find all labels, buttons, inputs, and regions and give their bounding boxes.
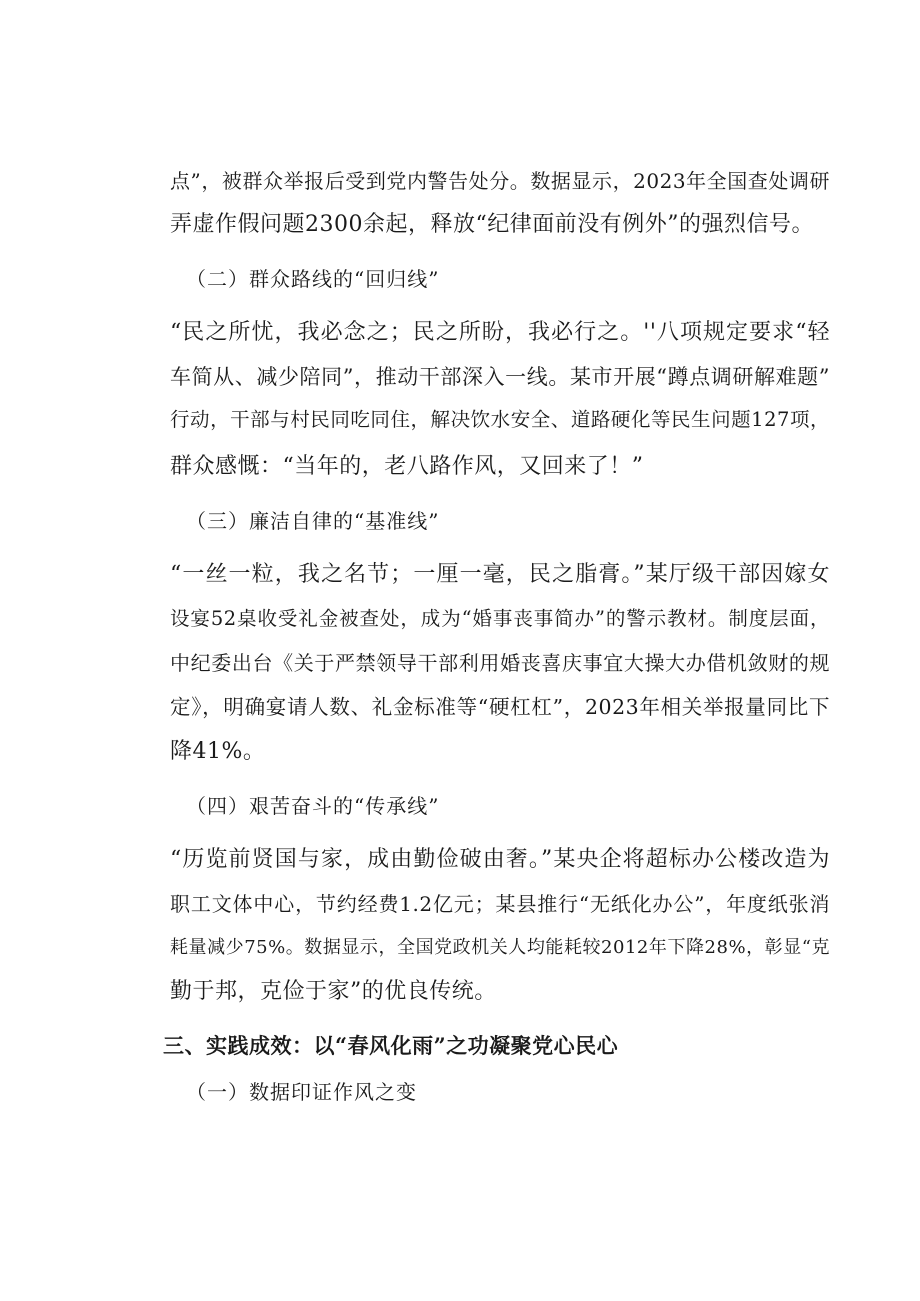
paragraph-line: 群众感慨：“当年的，老八路作风，又回来了！” [170, 454, 644, 479]
paragraph-line: 勤于邦，克俭于家”的优良传统。 [170, 979, 497, 1004]
section-heading-3: 三、实践成效：以“春风化雨”之功凝聚党心民心 [163, 1033, 619, 1058]
paragraph-line: 点”，被群众举报后受到党内警告处分。数据显示，2023年全国查处调研 [170, 169, 830, 193]
paragraph-line: 定》，明确宴请人数、礼金标准等“硬杠杠”，2023年相关举报量同比下 [170, 695, 830, 719]
paragraph-line: 降41%。 [170, 739, 266, 764]
paragraph-line: 行动，干部与村民同吃同住，解决饮水安全、道路硬化等民生问题127项， [170, 408, 830, 431]
paragraph-line: 中纪委出台《关于严禁领导干部利用婚丧喜庆事宜大操大办借机敛财的规 [170, 651, 830, 675]
paragraph-line: “民之所忧，我必念之；民之所盼，我必行之。''八项规定要求“轻 [170, 320, 830, 345]
paragraph-line: 职工文体中心，节约经费1.2亿元；某县推行“无纸化办公”，年度纸张消 [170, 892, 830, 916]
subheading-5: （一）数据印证作风之变 [186, 1080, 417, 1104]
subheading-3: （三）廉洁自律的“基准线” [186, 509, 440, 533]
paragraph-line: “一丝一粒，我之名节；一厘一毫，民之脂膏。”某厅级干部因嫁女 [170, 562, 830, 587]
paragraph-line: “历览前贤国与家，成由勤俭破由奢。”某央企将超标办公楼改造为 [170, 847, 830, 872]
paragraph-line: 耗量减少75%。数据显示，全国党政机关人均能耗较2012年下降28%，彰显“克 [170, 937, 830, 958]
paragraph-line: 车简从、减少陪同”，推动干部深入一线。某市开展“蹲点调研解难题” [170, 365, 830, 389]
subheading-2: （二）群众路线的“回归线” [186, 267, 440, 291]
paragraph-line: 设宴52桌收受礼金被查处，成为“婚事丧事简办”的警示教材。制度层面， [170, 607, 830, 630]
subheading-4: （四）艰苦奋斗的“传承线” [186, 794, 440, 818]
paragraph-line: 弄虚作假问题2300余起，释放“纪律面前没有例外”的强烈信号。 [170, 212, 814, 237]
